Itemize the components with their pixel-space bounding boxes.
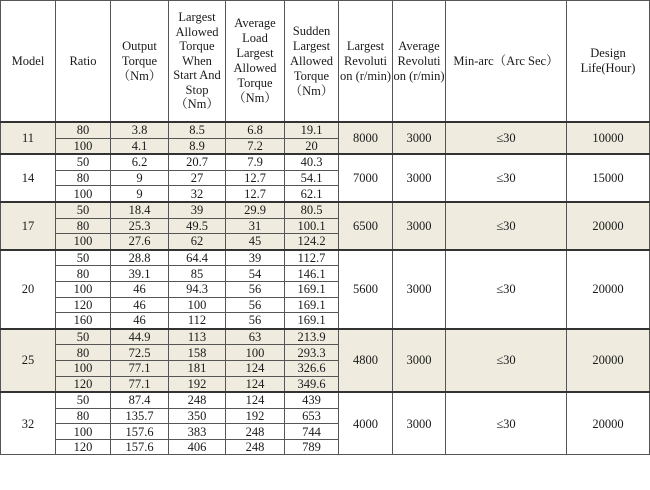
cell-ratio: 100 — [56, 234, 111, 250]
cell-start-stop-torque: 8.5 — [169, 122, 226, 138]
cell-start-stop-torque: 248 — [169, 392, 226, 408]
cell-start-stop-torque: 39 — [169, 202, 226, 218]
cell-start-stop-torque: 350 — [169, 408, 226, 424]
header-ratio: Ratio — [56, 1, 111, 123]
cell-sudden-torque: 100.1 — [285, 218, 339, 234]
header-row — [1, 1, 650, 123]
cell-largest-revolution: 8000 — [339, 122, 393, 154]
cell-sudden-torque: 439 — [285, 392, 339, 408]
cell-min-arc: ≤30 — [446, 250, 567, 329]
header-average-revolution: Average Revoluti on (r/min) — [393, 1, 446, 123]
cell-avg-load-torque: 6.8 — [226, 122, 285, 138]
cell-design-life: 15000 — [567, 154, 650, 202]
cell-avg-load-torque: 29.9 — [226, 202, 285, 218]
cell-start-stop-torque: 112 — [169, 313, 226, 329]
cell-average-revolution: 3000 — [393, 392, 446, 455]
cell-ratio: 80 — [56, 170, 111, 186]
cell-output-torque: 27.6 — [111, 234, 169, 250]
header-design-life: Design Life(Hour) — [567, 1, 650, 123]
cell-output-torque: 46 — [111, 313, 169, 329]
cell-model: 32 — [1, 392, 56, 455]
cell-avg-load-torque: 45 — [226, 234, 285, 250]
cell-model: 25 — [1, 329, 56, 392]
cell-avg-load-torque: 56 — [226, 281, 285, 297]
cell-average-revolution: 3000 — [393, 250, 446, 329]
cell-output-torque: 77.1 — [111, 376, 169, 392]
cell-output-torque: 9 — [111, 186, 169, 202]
cell-ratio: 80 — [56, 408, 111, 424]
cell-ratio: 50 — [56, 392, 111, 408]
cell-ratio: 50 — [56, 329, 111, 345]
header-allowed-torque-start-stop: Largest Allowed Torque When Start And Stop （Nm） — [169, 1, 226, 123]
cell-start-stop-torque: 113 — [169, 329, 226, 345]
cell-start-stop-torque: 62 — [169, 234, 226, 250]
cell-ratio: 80 — [56, 345, 111, 361]
cell-largest-revolution: 7000 — [339, 154, 393, 202]
cell-ratio: 80 — [56, 218, 111, 234]
cell-min-arc: ≤30 — [446, 392, 567, 455]
table-row — [1, 250, 650, 266]
cell-design-life: 10000 — [567, 122, 650, 154]
cell-ratio: 120 — [56, 297, 111, 313]
cell-largest-revolution: 6500 — [339, 202, 393, 250]
cell-ratio: 100 — [56, 424, 111, 440]
cell-output-torque: 72.5 — [111, 345, 169, 361]
header-largest-revolution: Largest Revoluti on (r/min) — [339, 1, 393, 123]
cell-avg-load-torque: 124 — [226, 360, 285, 376]
cell-design-life: 20000 — [567, 250, 650, 329]
cell-output-torque: 157.6 — [111, 424, 169, 440]
cell-avg-load-torque: 54 — [226, 266, 285, 282]
cell-output-torque: 6.2 — [111, 154, 169, 170]
table-row — [1, 329, 650, 345]
cell-start-stop-torque: 406 — [169, 439, 226, 455]
cell-avg-load-torque: 56 — [226, 297, 285, 313]
cell-output-torque: 9 — [111, 170, 169, 186]
cell-ratio: 160 — [56, 313, 111, 329]
cell-largest-revolution: 4800 — [339, 329, 393, 392]
cell-ratio: 80 — [56, 122, 111, 138]
cell-avg-load-torque: 12.7 — [226, 186, 285, 202]
cell-sudden-torque: 124.2 — [285, 234, 339, 250]
cell-start-stop-torque: 20.7 — [169, 154, 226, 170]
cell-output-torque: 46 — [111, 297, 169, 313]
cell-start-stop-torque: 8.9 — [169, 138, 226, 154]
cell-output-torque: 77.1 — [111, 360, 169, 376]
cell-design-life: 20000 — [567, 329, 650, 392]
cell-avg-load-torque: 100 — [226, 345, 285, 361]
cell-sudden-torque: 169.1 — [285, 313, 339, 329]
cell-sudden-torque: 20 — [285, 138, 339, 154]
table-body — [1, 122, 650, 455]
cell-sudden-torque: 653 — [285, 408, 339, 424]
cell-min-arc: ≤30 — [446, 202, 567, 250]
cell-largest-revolution: 4000 — [339, 392, 393, 455]
cell-start-stop-torque: 100 — [169, 297, 226, 313]
cell-average-revolution: 3000 — [393, 154, 446, 202]
table-row — [1, 154, 650, 170]
cell-start-stop-torque: 158 — [169, 345, 226, 361]
cell-start-stop-torque: 64.4 — [169, 250, 226, 266]
cell-sudden-torque: 326.6 — [285, 360, 339, 376]
cell-output-torque: 46 — [111, 281, 169, 297]
cell-design-life: 20000 — [567, 392, 650, 455]
cell-sudden-torque: 169.1 — [285, 281, 339, 297]
cell-ratio: 100 — [56, 360, 111, 376]
cell-average-revolution: 3000 — [393, 202, 446, 250]
cell-start-stop-torque: 192 — [169, 376, 226, 392]
cell-ratio: 120 — [56, 376, 111, 392]
table-header — [1, 1, 650, 123]
cell-avg-load-torque: 124 — [226, 392, 285, 408]
cell-start-stop-torque: 94.3 — [169, 281, 226, 297]
cell-ratio: 80 — [56, 266, 111, 282]
header-avg-load-allowed-torque: Average Load Largest Allowed Torque （Nm） — [226, 1, 285, 123]
cell-sudden-torque: 293.3 — [285, 345, 339, 361]
cell-avg-load-torque: 248 — [226, 424, 285, 440]
header-sudden-allowed-torque: Sudden Largest Allowed Torque （Nm） — [285, 1, 339, 123]
header-output-torque: Output Torque （Nm） — [111, 1, 169, 123]
cell-sudden-torque: 744 — [285, 424, 339, 440]
cell-start-stop-torque: 383 — [169, 424, 226, 440]
cell-sudden-torque: 80.5 — [285, 202, 339, 218]
cell-ratio: 100 — [56, 281, 111, 297]
table-row — [1, 122, 650, 138]
cell-avg-load-torque: 39 — [226, 250, 285, 266]
cell-output-torque: 3.8 — [111, 122, 169, 138]
cell-output-torque: 39.1 — [111, 266, 169, 282]
cell-ratio: 50 — [56, 250, 111, 266]
cell-sudden-torque: 40.3 — [285, 154, 339, 170]
cell-output-torque: 87.4 — [111, 392, 169, 408]
cell-sudden-torque: 213.9 — [285, 329, 339, 345]
cell-ratio: 100 — [56, 138, 111, 154]
cell-sudden-torque: 349.6 — [285, 376, 339, 392]
table-row — [1, 392, 650, 408]
cell-output-torque: 157.6 — [111, 439, 169, 455]
cell-avg-load-torque: 7.2 — [226, 138, 285, 154]
cell-sudden-torque: 112.7 — [285, 250, 339, 266]
cell-output-torque: 18.4 — [111, 202, 169, 218]
cell-avg-load-torque: 7.9 — [226, 154, 285, 170]
cell-start-stop-torque: 27 — [169, 170, 226, 186]
cell-sudden-torque: 62.1 — [285, 186, 339, 202]
cell-start-stop-torque: 32 — [169, 186, 226, 202]
cell-sudden-torque: 789 — [285, 439, 339, 455]
cell-avg-load-torque: 124 — [226, 376, 285, 392]
cell-start-stop-torque: 49.5 — [169, 218, 226, 234]
cell-avg-load-torque: 31 — [226, 218, 285, 234]
cell-output-torque: 25.3 — [111, 218, 169, 234]
cell-min-arc: ≤30 — [446, 154, 567, 202]
cell-avg-load-torque: 192 — [226, 408, 285, 424]
table-row — [1, 202, 650, 218]
cell-largest-revolution: 5600 — [339, 250, 393, 329]
cell-avg-load-torque: 56 — [226, 313, 285, 329]
cell-output-torque: 28.8 — [111, 250, 169, 266]
cell-model: 20 — [1, 250, 56, 329]
cell-avg-load-torque: 63 — [226, 329, 285, 345]
cell-design-life: 20000 — [567, 202, 650, 250]
cell-avg-load-torque: 12.7 — [226, 170, 285, 186]
cell-start-stop-torque: 181 — [169, 360, 226, 376]
header-min-arc: Min-arc（Arc Sec） — [446, 1, 567, 123]
cell-min-arc: ≤30 — [446, 329, 567, 392]
cell-avg-load-torque: 248 — [226, 439, 285, 455]
cell-min-arc: ≤30 — [446, 122, 567, 154]
cell-model: 11 — [1, 122, 56, 154]
cell-ratio: 100 — [56, 186, 111, 202]
cell-output-torque: 135.7 — [111, 408, 169, 424]
cell-output-torque: 44.9 — [111, 329, 169, 345]
cell-output-torque: 4.1 — [111, 138, 169, 154]
cell-sudden-torque: 19.1 — [285, 122, 339, 138]
header-model: Model — [1, 1, 56, 123]
cell-ratio: 120 — [56, 439, 111, 455]
cell-ratio: 50 — [56, 202, 111, 218]
cell-average-revolution: 3000 — [393, 122, 446, 154]
cell-model: 17 — [1, 202, 56, 250]
cell-ratio: 50 — [56, 154, 111, 170]
cell-start-stop-torque: 85 — [169, 266, 226, 282]
cell-model: 14 — [1, 154, 56, 202]
cell-sudden-torque: 54.1 — [285, 170, 339, 186]
cell-average-revolution: 3000 — [393, 329, 446, 392]
cell-sudden-torque: 146.1 — [285, 266, 339, 282]
cell-sudden-torque: 169.1 — [285, 297, 339, 313]
